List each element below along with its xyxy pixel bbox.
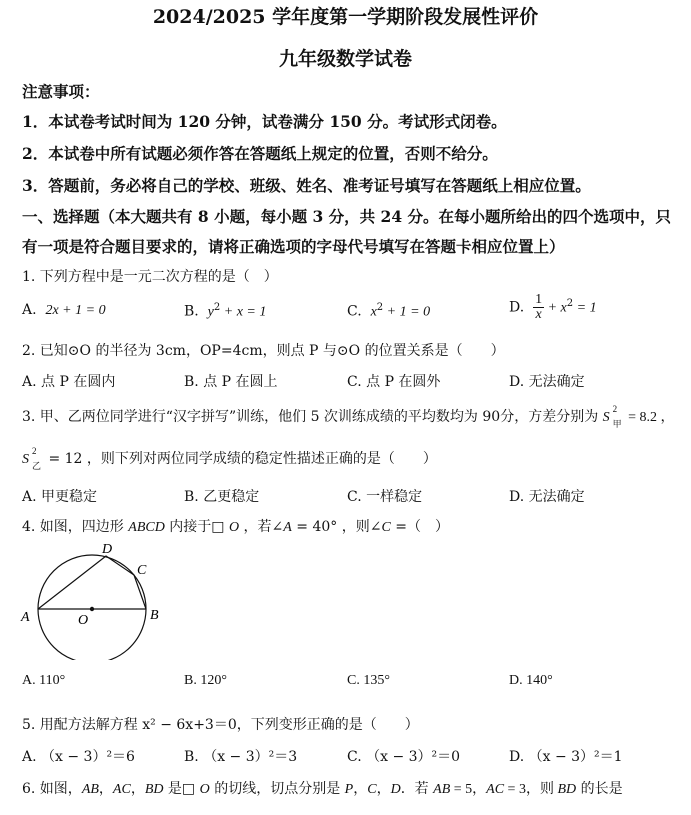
q4-option-c: C. 135° bbox=[347, 673, 390, 688]
q1-stem: 1. 下列方程中是一元二次方程的是（ ） bbox=[22, 269, 278, 285]
q3-option-d: D. 无法确定 bbox=[509, 489, 585, 505]
q2-option-d: D. 无法确定 bbox=[509, 374, 585, 390]
notice-item-3: 3．答题前，务必将自己的学校、班级、姓名、准考证号填写在答题纸上相应位置。 bbox=[22, 176, 591, 195]
q4-quadrilateral-sides bbox=[38, 556, 146, 609]
q1-option-b: B. $y^2 + x = 1$ bbox=[184, 302, 267, 320]
section-heading-line-1: 一、选择题（本大题共有 8 小题，每小题 3 分，共 24 分。在每小题所给出的四个选项中，只 bbox=[22, 207, 672, 226]
q4-option-b: B. 120° bbox=[184, 673, 227, 688]
q4-label-o: O bbox=[78, 613, 89, 628]
q4-label-d: D bbox=[102, 542, 113, 557]
exam-subtitle: 九年级数学试卷 bbox=[278, 48, 412, 70]
q5-option-a: A. （x − 3）²＝6 bbox=[22, 749, 135, 765]
notice-heading: 注意事项： bbox=[22, 82, 100, 101]
q2-option-a: A. 点 P 在圆内 bbox=[22, 374, 116, 390]
q2-option-c: C. 点 P 在圆外 bbox=[347, 374, 441, 390]
q1-option-d-fraction: $\frac{1}{x}$ bbox=[535, 292, 543, 322]
q3-variance-2: S 2 乙 bbox=[22, 446, 42, 471]
q5-stem: 5. 用配方法解方程 x² − 6x+3＝0，下列变形正确的是（ ） bbox=[22, 717, 419, 733]
notice-item-1: 1．本试卷考试时间为 120 分钟，试卷满分 150 分。考试形式闭卷。 bbox=[22, 112, 507, 131]
q3-stem-line-1: 3. 甲、乙两位同学进行“汉字拼写”训练，他们 5 次训练成绩的平均数均为 90分，方差分别为 S 2 甲 = 8.2 ， bbox=[22, 404, 675, 429]
q4-stem: 4. 如图，四边形 ABCD 内接于□ O ，若∠A = 40° ，则∠C =（ ） bbox=[22, 519, 450, 535]
q1-option-c: C. $x^2 + 1 = 0$ bbox=[347, 302, 431, 320]
q4-option-d: D. 140° bbox=[509, 673, 553, 688]
q5-option-b: B. （x − 3）²＝3 bbox=[184, 749, 298, 765]
q3-stem-line-2: S 2 乙 = 12 ，则下列对两位同学成绩的稳定性描述正确的是（ ） bbox=[22, 446, 437, 471]
q1-option-a: A. 2x + 1 = 0 bbox=[22, 302, 106, 318]
q3-variance-1: S 2 甲 bbox=[602, 404, 622, 429]
q4-option-a: A. 110° bbox=[22, 673, 66, 688]
q4-label-a: A bbox=[21, 610, 30, 625]
q3-option-c: C. 一样稳定 bbox=[347, 489, 423, 505]
q1-option-d: D. $\frac{1}{x}$ + $x^2 = 1$ bbox=[509, 292, 597, 322]
q5-option-c: C. （x − 3）²＝0 bbox=[347, 749, 461, 765]
q4-label-c: C bbox=[137, 563, 147, 578]
q2-stem: 2. 已知⊙O 的半径为 3cm，OP=4cm，则点 P 与⊙O 的位置关系是（ ） bbox=[22, 343, 505, 359]
q1-option-a-expr: 2x + 1 = 0 bbox=[45, 303, 106, 318]
q2-option-b: B. 点 P 在圆上 bbox=[184, 374, 278, 390]
q3-option-b: B. 乙更稳定 bbox=[184, 489, 260, 505]
q5-option-d: D. （x − 3）²＝1 bbox=[509, 749, 623, 765]
q4-center-dot bbox=[90, 607, 94, 611]
exam-title: 2024/2025 学年度第一学期阶段发展性评价 bbox=[152, 6, 539, 28]
q4-figure bbox=[18, 540, 168, 660]
q4-label-b: B bbox=[150, 608, 159, 623]
notice-item-2: 2．本试卷中所有试题必须作答在答题纸上规定的位置，否则不给分。 bbox=[22, 144, 498, 163]
section-heading-line-2: 有一项是符合题目要求的，请将正确选项的字母代号填写在答题卡相应位置上） bbox=[22, 237, 565, 256]
q3-option-a: A. 甲更稳定 bbox=[22, 489, 98, 505]
q6-stem: 6. 如图，AB，AC，BD 是□ O 的切线，切点分别是 P，C，D．若 AB = 5，AC = 3，则 BD 的长是 bbox=[22, 781, 623, 797]
